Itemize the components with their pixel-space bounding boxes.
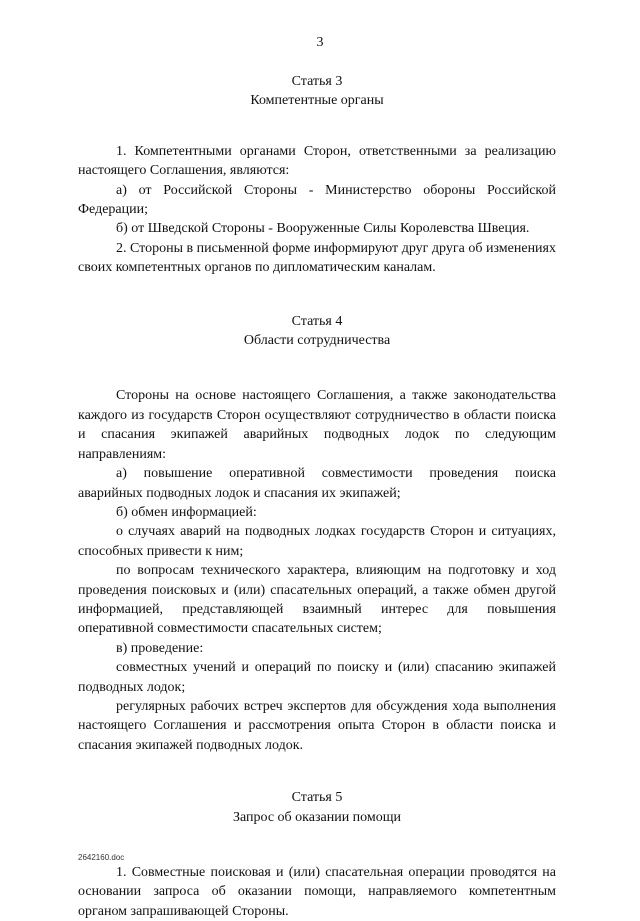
article-4-paragraph: по вопросам технического характера, влияющим на подготовку и ход проведения поисковых и (или) спасательных операций, а также обмен другой информацией, представляющей взаимный интерес для повышения оперативной совместимости спасательных систем; <box>78 563 556 637</box>
article-3-paragraph: а) от Российской Стороны - Министерство обороны Российской Федерации; <box>78 182 556 218</box>
article-3-heading: Статья 3 <box>291 74 343 89</box>
article-4-heading: Статья 4 <box>291 313 343 329</box>
file-name-footer: 2642160.doc <box>78 853 125 862</box>
article-4-paragraph: б) обмен информацией: <box>116 504 257 520</box>
article-3-paragraph: 1. Компетентными органами Сторон, ответственными за реализацию настоящего Соглашения, являются: <box>78 143 556 179</box>
article-3-paragraph: б) от Шведской Стороны - Вооруженные Силы Королевства Швеция. <box>116 221 530 237</box>
article-5-title: Запрос об оказании помощи <box>232 809 402 825</box>
article-4-paragraph: в) проведение: <box>116 640 204 656</box>
document-body <box>78 72 556 921</box>
article-4-paragraph: совместных учений и операций по поиску и (или) спасанию экипажей подводных лодок; <box>78 660 556 695</box>
article-3-title: Компетентные органы <box>250 93 384 109</box>
article-4-paragraph: о случаях аварий на подводных лодках государств Сторон и ситуациях, способных привести к ним; <box>78 524 556 559</box>
article-3-paragraph: 2. Стороны в письменной форме информируют друг друга об изменениях своих компетентных органов по дипломатическим каналам. <box>78 240 556 276</box>
article-4-title: Области сотрудничества <box>243 333 391 349</box>
article-5-heading: Статья 5 <box>291 790 343 806</box>
article-4-paragraph: регулярных рабочих встреч экспертов для обсуждения хода выполнения настоящего Соглашения и рассмотрения опыта Сторон в области поиска и спасания экипажей подводных лодок. <box>78 698 556 753</box>
page-number: 3 <box>316 35 324 50</box>
article-4-paragraph: а) повышение оперативной совместимости проведения поиска аварийных подводных лодок и спасания их экипажей; <box>78 466 556 501</box>
article-5-paragraph: 1. Совместные поисковая и (или) спасательная операции проводятся на основании запроса об оказании помощи, направляемого компетентным органом запрашивающей Стороны. <box>78 865 556 919</box>
article-4-paragraph: Стороны на основе настоящего Соглашения, а также законодательства каждого из государств Сторон осуществляют сотрудничество в области поиска и спасания экипажей аварийных подводных лодок по следующим направлениям: <box>78 388 556 462</box>
